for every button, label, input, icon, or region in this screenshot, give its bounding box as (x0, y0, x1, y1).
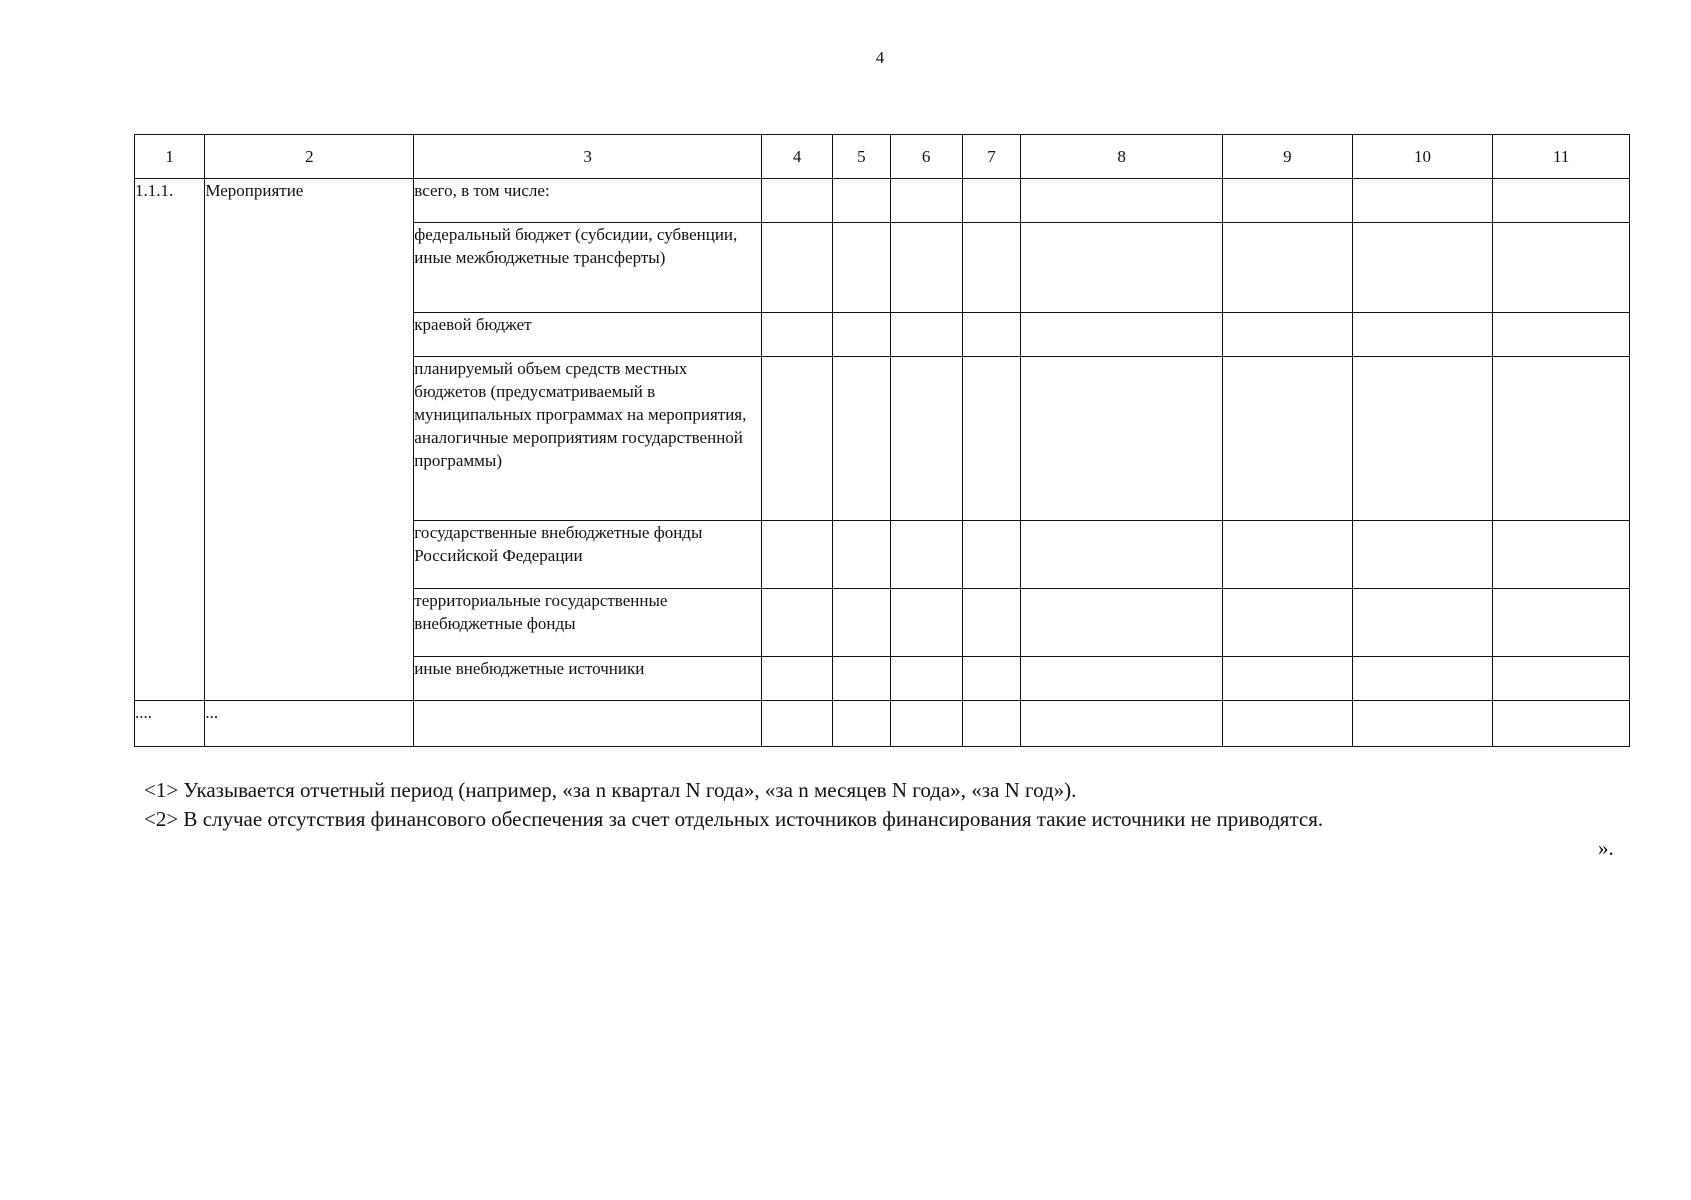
source-label: федеральный бюджет (субсидии, субвенции, иные межбюджетные трансферты) (414, 223, 762, 313)
closing-quote: ». (1598, 836, 1614, 860)
source-label: всего, в том числе: (414, 179, 762, 223)
source-label: государственные внебюджетные фонды Российской Федерации (414, 521, 762, 589)
header-cell: 2 (205, 135, 414, 179)
row-name: Мероприятие (205, 179, 414, 701)
source-label: планируемый объем средств местных бюджетов (предусматриваемый в муниципальных программах на мероприятия, аналогичные мероприятиям государственной программы) (414, 357, 762, 521)
header-cell: 6 (890, 135, 962, 179)
table-row (135, 701, 1630, 747)
continuation-cell: ... (205, 701, 414, 747)
source-label: территориальные государственные внебюджетные фонды (414, 589, 762, 657)
footnotes (144, 776, 1323, 834)
header-cell: 3 (414, 135, 762, 179)
header-cell: 1 (135, 135, 205, 179)
row-number: 1.1.1. (135, 179, 205, 701)
funding-table (134, 134, 1630, 747)
header-cell: 9 (1223, 135, 1353, 179)
footnote: <1> Указывается отчетный период (например, «за n квартал N года», «за n месяцев N года», «за N год»). (144, 778, 1077, 802)
header-cell: 8 (1021, 135, 1223, 179)
header-cell: 10 (1352, 135, 1493, 179)
table-row (135, 179, 1630, 223)
header-cell: 11 (1493, 135, 1630, 179)
source-label: иные внебюджетные источники (414, 657, 762, 701)
header-cell: 7 (962, 135, 1020, 179)
page-number: 4 (875, 48, 885, 67)
header-cell: 4 (761, 135, 832, 179)
source-label: краевой бюджет (414, 313, 762, 357)
footnote: <2> В случае отсутствия финансового обеспечения за счет отдельных источников финансирования такие источники не приводятся. (144, 807, 1324, 831)
header-cell: 5 (833, 135, 890, 179)
continuation-cell: .... (135, 701, 205, 747)
table-header-row (135, 135, 1630, 179)
